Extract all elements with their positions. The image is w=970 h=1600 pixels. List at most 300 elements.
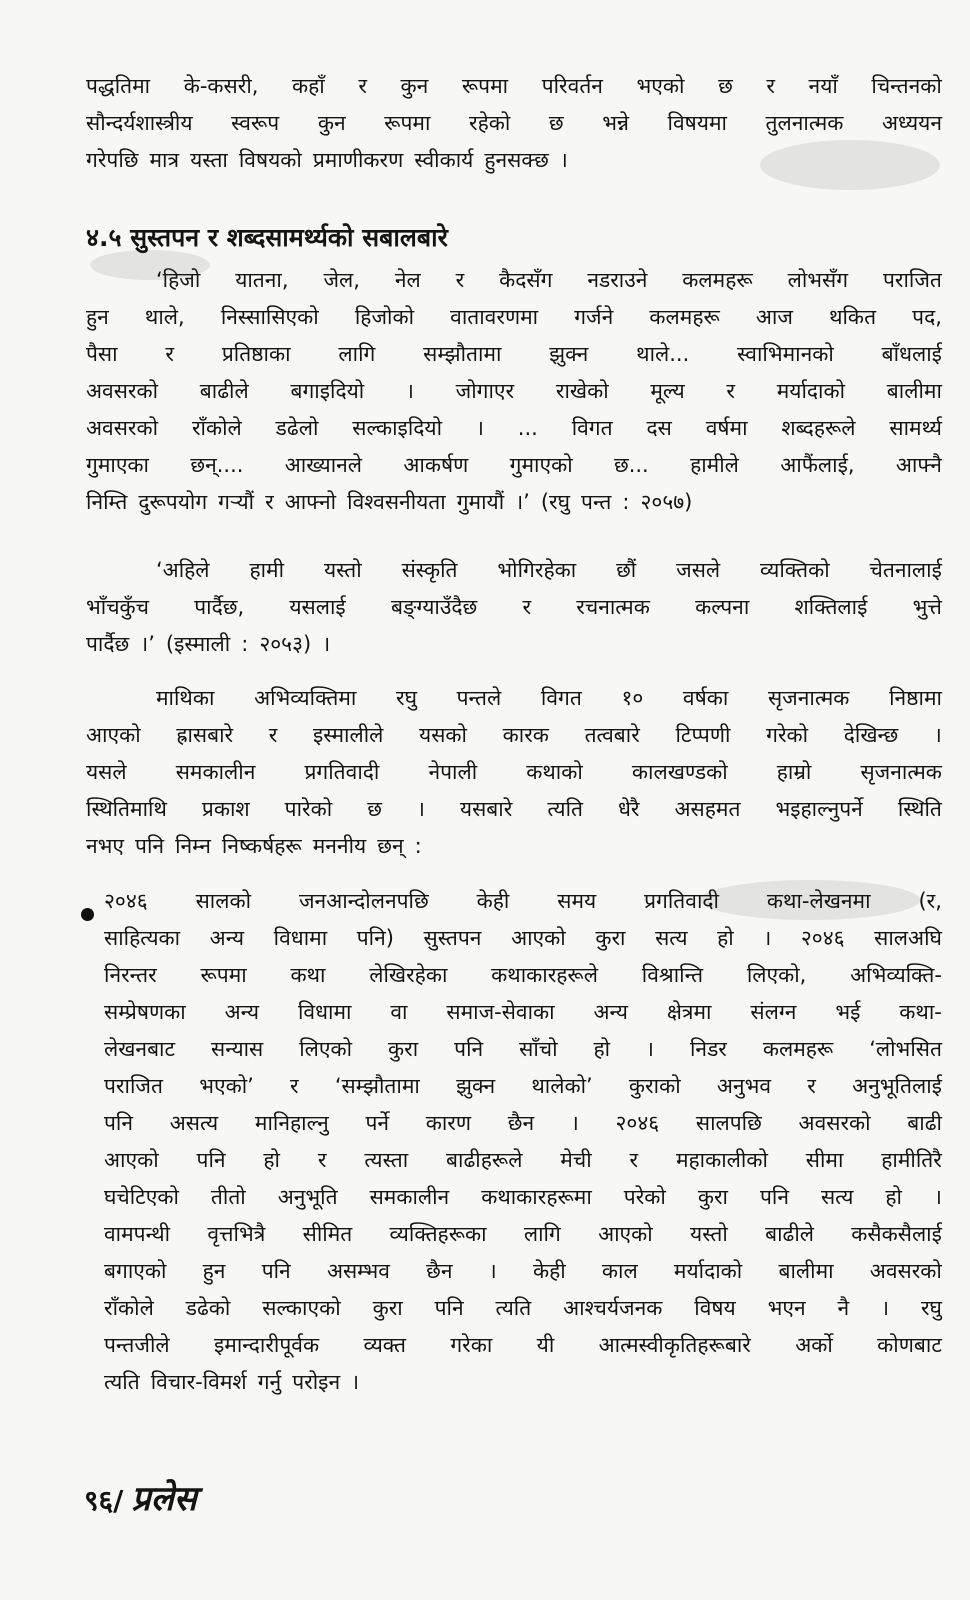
word: ... (517, 416, 538, 440)
word: निम्न (175, 834, 211, 858)
word: बाढीले (199, 379, 249, 403)
word: हुन (202, 1259, 226, 1283)
word: मूल्य (650, 379, 685, 403)
word: यातना, (235, 268, 289, 292)
text-line (86, 373, 942, 410)
page-number: ९६/ (84, 1484, 124, 1517)
word: थकित (829, 305, 877, 329)
word: मर्यादाको (673, 1259, 743, 1283)
word: गर्जने (574, 305, 614, 329)
word: भइहाल्नुपर्ने (775, 797, 863, 821)
word: र (290, 1074, 299, 1098)
word: पनि) (356, 926, 394, 950)
word: शब्दहरूले (781, 416, 856, 440)
word: २०४६ (104, 889, 148, 913)
text-line (86, 680, 942, 717)
word: र (726, 379, 736, 403)
word: सृजनात्मक (767, 686, 850, 710)
word: थाले, (144, 305, 185, 329)
word: मर्यादाको (776, 379, 846, 403)
text-line (104, 920, 942, 957)
text-line (104, 1216, 942, 1253)
bullet-paragraph (104, 883, 942, 1401)
word: र (265, 490, 274, 514)
word: । (475, 416, 484, 440)
word: । (405, 379, 414, 403)
word: हो (593, 1037, 611, 1061)
word: सौन्दर्यशास्त्रीय (86, 111, 193, 135)
word: रूपमा (461, 74, 509, 98)
word: । (416, 797, 425, 821)
text-line (104, 1105, 942, 1142)
word: छैन (507, 1111, 535, 1135)
word: हो (263, 1148, 280, 1172)
word: पनि (759, 1185, 789, 1209)
word: रहेको (469, 111, 511, 135)
word: भएको’ (199, 1074, 254, 1098)
word: बालीमा (778, 1259, 834, 1283)
word: स्थिति (897, 797, 942, 821)
word: पनि (104, 1111, 134, 1135)
word: : (622, 490, 630, 514)
word: हो (717, 926, 734, 950)
word: त्यति (547, 797, 583, 821)
word: पनि (135, 834, 165, 858)
word: पनि (261, 1259, 291, 1283)
word: कथाकारहरूमा (481, 1185, 592, 1209)
word: आश्चर्यजनक (563, 1296, 663, 1320)
word: हिजोको (354, 305, 415, 329)
section-heading: ४.५ सुस्तपन र शब्दसामर्थ्यको सबालबारे (86, 223, 448, 252)
word: र (522, 595, 532, 619)
word: इस्मालीले (312, 723, 384, 747)
text-line (104, 1290, 942, 1327)
text-line (104, 994, 942, 1031)
word: र (268, 723, 278, 747)
text-line (86, 791, 942, 828)
word: कुन (317, 111, 346, 135)
word: पनि (454, 1037, 484, 1061)
word: विधामा (297, 1000, 352, 1024)
word: अन्य (593, 1000, 628, 1024)
quote-ismali (86, 552, 942, 663)
word: कल्पना (695, 595, 750, 619)
word: विधामा (273, 926, 328, 950)
word: २०४६ (615, 1111, 660, 1135)
word: संस्कृति (401, 558, 458, 582)
word: हुनसक्छ (484, 148, 549, 172)
word: जसले (676, 558, 721, 582)
word: कुरा (595, 926, 626, 950)
word: प्रगतिवादी (644, 889, 719, 913)
word: आएको (598, 1222, 653, 1246)
word: के-कसरी, (183, 74, 259, 98)
word: असम्भव (326, 1259, 390, 1283)
word: अवसरको (798, 1111, 871, 1135)
text-line (104, 1364, 942, 1401)
word: चिन्तनको (871, 74, 942, 98)
word: वातावरणमा (450, 305, 539, 329)
word: निम्ति (86, 490, 128, 514)
word: जोगाएर (455, 379, 515, 403)
word: सालको (195, 889, 252, 913)
word: कहाँ (292, 74, 325, 98)
word: तीतो (210, 1185, 246, 1209)
word: आख्यानले (284, 453, 363, 477)
word: अध्ययन (882, 111, 942, 135)
word: नेल (394, 268, 421, 292)
word: यस्तो (323, 558, 362, 582)
word: विश्रान्ति (641, 963, 704, 987)
word: अनुभूतिलाई (852, 1074, 942, 1098)
word: जेल, (323, 268, 360, 292)
word: परेको (623, 1185, 666, 1209)
text-line (86, 626, 942, 663)
word: सुस्तपन (423, 926, 482, 950)
word: केही (532, 1259, 566, 1283)
word: लोभसँग (787, 268, 849, 292)
word: । (488, 1259, 497, 1283)
word: पद, (912, 305, 942, 329)
word: गरेका (450, 1333, 493, 1357)
word: भोगिरहेका (497, 558, 577, 582)
word: संलग्न (750, 1000, 797, 1024)
word: पन्त (581, 490, 612, 514)
word: गऱ्यौं (218, 490, 255, 514)
word: थाले... (636, 342, 690, 366)
word: हामीतिरै (881, 1148, 942, 1172)
word: र (317, 1148, 327, 1172)
text-line (86, 105, 942, 142)
text-line (86, 589, 942, 626)
text-line (104, 1253, 942, 1290)
word: समकालीन (175, 760, 256, 784)
text-line (104, 957, 942, 994)
word: अनुभूति (277, 1185, 338, 1209)
word: कैदसँग (499, 268, 553, 292)
word: आत्मस्वीकृतिहरूबारे (598, 1333, 751, 1357)
word: मानिहाल्नु (254, 1111, 329, 1135)
word: र (455, 268, 465, 292)
word: काल (601, 1259, 638, 1283)
word: कलमहरू (649, 305, 720, 329)
word: हुन (86, 305, 109, 329)
word: रघु (395, 686, 417, 710)
word: स्वरूप (231, 111, 280, 135)
word: पद्धतिमा (86, 74, 151, 98)
word: निरन्तर (104, 963, 157, 987)
text-line (86, 717, 942, 754)
word: ह्रासबारे (176, 723, 234, 747)
word: व्यक्तिको (760, 558, 830, 582)
word: इमान्दारीपूर्वक (213, 1333, 320, 1357)
word: समकालीन (369, 1185, 450, 1209)
word: मात्र (149, 148, 180, 172)
text-line (86, 410, 942, 447)
word: गर्नु (257, 1370, 282, 1394)
word: अवसरको (86, 379, 159, 403)
word: सम्प्रेषणका (104, 1000, 186, 1024)
word: बगाएको (104, 1259, 167, 1283)
word: वर्षका (682, 686, 729, 710)
word: समय (557, 889, 597, 913)
word: कुरा (388, 1037, 419, 1061)
word: वृत्तभित्रै (207, 1222, 266, 1246)
word: विचार-विमर्श (150, 1370, 247, 1394)
word: डढेको (185, 1296, 231, 1320)
word: वा (390, 1000, 408, 1024)
word: आफ्नै (895, 453, 942, 477)
word: सालपछि (695, 1111, 762, 1135)
word: कुरा (372, 1296, 403, 1320)
word: केही (476, 889, 510, 913)
word: झुक्न (456, 1074, 496, 1098)
word: विषय (694, 1296, 736, 1320)
word: लिएको (299, 1037, 353, 1061)
word: ‘सम्झौतामा (334, 1074, 420, 1098)
text-line (104, 1031, 942, 1068)
word: पराजित (104, 1074, 163, 1098)
word: साँचो (519, 1037, 558, 1061)
word: कुरा (697, 1185, 728, 1209)
word: छ (718, 74, 733, 98)
word: शक्तिलाई (794, 595, 868, 619)
word: रचनात्मक (576, 595, 650, 619)
text-line (86, 262, 942, 299)
word: । (351, 1370, 360, 1394)
text-line (104, 1068, 942, 1105)
word: विषयमा (667, 111, 727, 135)
word: गरेको (766, 723, 809, 747)
word: कारण (425, 1111, 472, 1135)
word: आएको (511, 926, 566, 950)
word: पन्तजीले (104, 1333, 170, 1357)
text-line (86, 484, 942, 521)
word: कुन (400, 74, 429, 98)
word: विश्वसनीयता (347, 490, 446, 514)
text-line (86, 142, 942, 179)
word: स्थितिमाथि (86, 797, 167, 821)
word: वर्षमा (705, 416, 748, 440)
word: नडराउने (587, 268, 648, 292)
word: तुलनात्मक (765, 111, 844, 135)
word: अवसरको (86, 416, 159, 440)
word: र (807, 1074, 816, 1098)
word: । (322, 632, 331, 656)
word: । (881, 1296, 890, 1320)
text-line (86, 68, 942, 105)
word: विगत (571, 416, 613, 440)
word: अन्य (224, 1000, 260, 1024)
word: कलमहरू (682, 268, 753, 292)
word: प्रतिष्ठाका (221, 342, 291, 366)
word: आफ्नो (284, 490, 337, 514)
word: अभिव्यक्ति- (850, 963, 942, 987)
word: प्रगतिवादी (304, 760, 380, 784)
word: छन्.... (190, 453, 244, 477)
word: यी (536, 1333, 555, 1357)
word: कथा- (899, 1000, 942, 1024)
word: सम्झौतामा (423, 342, 502, 366)
word: यस्तो (690, 1222, 728, 1246)
word: हामीले (690, 453, 739, 477)
word: व्यक्तिहरूका (389, 1222, 487, 1246)
word: निस्सासिएको (220, 305, 319, 329)
word: कथा-लेखनमा (766, 889, 871, 913)
word: पराजित (882, 268, 942, 292)
word: यसले (86, 760, 127, 784)
intro-paragraph (86, 68, 942, 179)
word: लागि (338, 342, 376, 366)
word: असत्य (169, 1111, 219, 1135)
word: बाढीहरूले (446, 1148, 523, 1172)
word: कोणबाट (877, 1333, 942, 1357)
word: विगत (540, 686, 582, 710)
word: पनि (434, 1296, 464, 1320)
word: र (358, 74, 367, 98)
word: देखिन्छ (843, 723, 899, 747)
word: सत्य (655, 926, 688, 950)
word: कलमहरू (762, 1037, 834, 1061)
word: । (763, 926, 772, 950)
word: । (933, 1185, 942, 1209)
word: गुमाएको (509, 453, 573, 477)
word: पनि (196, 1148, 226, 1172)
word: राखेको (555, 379, 609, 403)
word: असहमत (674, 797, 741, 821)
word: हाम्रो (776, 760, 812, 784)
word: । (933, 723, 942, 747)
word: टिप्पणी (675, 723, 731, 747)
word: अवसरको (869, 1259, 942, 1283)
word: सीमा (805, 1148, 844, 1172)
bullet-icon (81, 908, 94, 921)
word: । (646, 1037, 655, 1061)
word: अन्य (209, 926, 245, 950)
word: यसको (419, 723, 467, 747)
word: अनुभव (716, 1074, 772, 1098)
word: वामपन्थी (104, 1222, 171, 1246)
word: कथाकारहरूले (491, 963, 598, 987)
word: छ... (613, 453, 649, 477)
word: पर्ने (365, 1111, 390, 1135)
text-line (86, 336, 942, 373)
word: र (766, 74, 775, 98)
page-footer (84, 1474, 197, 1520)
word: हो (885, 1185, 902, 1209)
word: भएन (767, 1296, 806, 1320)
word: क्षेत्रमा (666, 1000, 712, 1024)
word: नभए (86, 834, 125, 858)
word: थालेको’ (531, 1074, 593, 1098)
word: सन्यास (211, 1037, 264, 1061)
word: ‘अहिले (156, 558, 210, 582)
word: ।’ (140, 632, 155, 656)
word: व्यक्त (363, 1333, 407, 1357)
word: विषयको (238, 148, 302, 172)
word: त्यस्ता (364, 1148, 409, 1172)
word: (रघु (540, 490, 571, 514)
word: राँकोले (104, 1296, 154, 1320)
word: त्यति (104, 1370, 140, 1394)
word: समाज-सेवाका (446, 1000, 555, 1024)
word: र (165, 342, 174, 366)
word: झुक्न (549, 342, 589, 366)
word: साहित्यका (104, 926, 181, 950)
word: सामर्थ्य (889, 416, 942, 440)
word: आफैंलाई, (780, 453, 855, 477)
word: धेरै (618, 797, 640, 821)
word: भएको (636, 74, 685, 98)
word: र (629, 1148, 639, 1172)
word: कथाको (526, 760, 583, 784)
word: यसबारे (459, 797, 513, 821)
word: बाँधलाई (881, 342, 942, 366)
word: दस (646, 416, 672, 440)
word: २०५३) (259, 632, 312, 656)
word: मननीय (312, 834, 367, 858)
word: पारेको (284, 797, 333, 821)
word: ‘लोभसित (869, 1037, 942, 1061)
word: छैन (426, 1259, 453, 1283)
word: भन्ने (602, 111, 629, 135)
text-line (86, 828, 942, 865)
word: महाकालीको (675, 1148, 768, 1172)
word: रूपमा (200, 963, 247, 987)
text-line (86, 754, 942, 791)
text-line (104, 1179, 942, 1216)
text-line (86, 552, 942, 589)
word: सीमित (302, 1222, 353, 1246)
word: बाढीले (765, 1222, 815, 1246)
word: १० (621, 686, 644, 710)
word: आज (755, 305, 793, 329)
word: पार्दैछ (86, 632, 130, 656)
word: प्रमाणीकरण (312, 148, 404, 172)
word: ।’ (515, 490, 530, 514)
word: नेपाली (428, 760, 478, 784)
word: भुत्ते (912, 595, 942, 619)
word: (इस्माली (165, 632, 231, 656)
word: आएको (86, 723, 141, 747)
word: राँकोले (191, 416, 242, 440)
word: । (570, 1111, 579, 1135)
text-line (104, 1142, 942, 1179)
word: गरेपछि (86, 148, 139, 172)
word: आकर्षण (403, 453, 469, 477)
word: त्यति (495, 1296, 532, 1320)
word: सल्काइदियो (352, 416, 443, 440)
word: कालखण्डको (631, 760, 728, 784)
word: निष्कर्षहरू (221, 834, 302, 858)
word: भई (835, 1000, 861, 1024)
word: परोइन (292, 1370, 341, 1394)
word: यसलाई (289, 595, 346, 619)
word: छ (548, 111, 564, 135)
word: छन् (377, 834, 404, 858)
word: पन्तले (456, 686, 502, 710)
word: सालअघि (874, 926, 942, 950)
word: दुरूपयोग (138, 490, 208, 514)
word: माथिका (156, 686, 215, 710)
analysis-paragraph (86, 680, 942, 865)
word: गुमायौं (456, 490, 505, 514)
quote-raghu-pant (86, 262, 942, 521)
text-line (104, 1327, 942, 1364)
word: निडर (689, 1037, 727, 1061)
word: कसैकसैलाई (851, 1222, 942, 1246)
word: लेखिरहेका (369, 963, 448, 987)
